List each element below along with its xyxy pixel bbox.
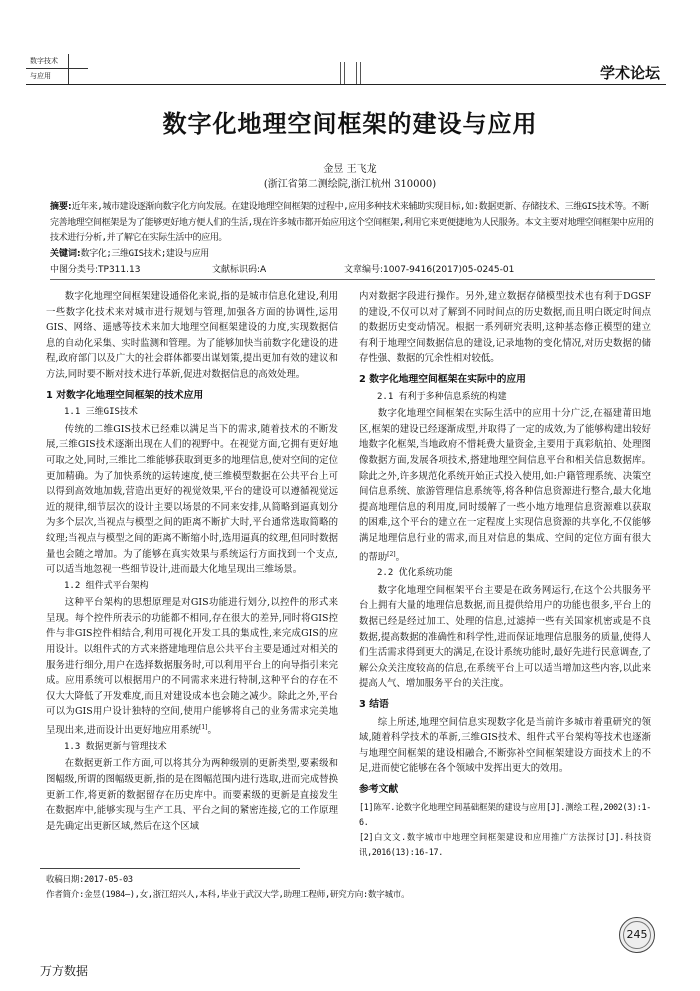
section-1-3-continued: 内对数据字段进行操作。另外,建立数据存储模型技术也有利于DGSF的建设,不仅可以对了解到不同时间点的历史数据,而且明白既定时间点的数据历史变动情况。根据一系列研究表明,这种基态修正模型的建立有利于地理空间数据信息的建设,记录地物的变化情况,对历史数据的储存性强、数据的冗余性相对较低。 xyxy=(359,291,651,365)
clc-number: 中图分类号:TP311.13 xyxy=(50,265,141,275)
section-1-2-paragraph xyxy=(46,595,338,738)
page-number-badge xyxy=(619,917,655,953)
keywords-text: 数字化;三维GIS技术;建设与应用 xyxy=(80,248,209,259)
article-number: 文章编号:1007-9416(2017)05-0245-01 xyxy=(344,265,515,275)
header-divider-bars xyxy=(340,62,360,84)
page-number: 245 xyxy=(626,928,648,941)
abstract xyxy=(50,200,655,262)
abstract-label: 摘要: xyxy=(50,202,72,212)
watermark-text: 万方数据 xyxy=(40,964,89,978)
section-tag: 学术论坛 xyxy=(599,64,660,82)
journal-brand xyxy=(26,54,88,84)
section-1-2-text: 这种平台架构的思想原理是对GIS功能进行划分,以控件的形式来呈现。每个控件所表示的功能都不相同,存在很大的差异,同时将GIS控件与非GIS控件相结合,利用可视化开发工具的集成性,来完成GIS的应用设计。以组件式的方式来搭建地理信息公共平台主要是通过对相关的服务进行细分,用户在选择数据服务时,可以利用平台上的向导指引来完成。应用系统可以根据用户的不同需求来进行特制,这种平台的存在不仅大大降低了开发难度,而且对建设成本也会随之减少。除此之外,平台可以为GIS用户设计独特的空间,使用户能够将自己的业务需求完美地呈现出来,进而设计出更好地应用系统 xyxy=(46,597,338,737)
author-bio: 作者简介:金昱(1984—),女,浙江绍兴人,本科,毕业于武汉大学,助理工程师,研究方向:数字城市。 xyxy=(46,890,410,900)
citation-1[interactable]: [1] xyxy=(198,724,208,732)
received-date: 收稿日期:2017-05-03 xyxy=(46,875,133,885)
abstract-rule xyxy=(50,279,655,280)
intro-paragraph: 数字化地理空间框架建设通俗化来说,指的是城市信息化建设,利用一些数字化技术来对城市进行规划与管理,加强各方面的协调性,运用GIS、网络、遥感等技术来加大地理空间框架建设的力度,实现数据信息的自动化采集、实时监测和管理。为了能够加快当前数字化建设的进程,政府部门以及广大的社会群体都要出谋划策,提出更加有效的建议和方法,同时要不断对技术进行革新,促进对数据信息的高效处理。 xyxy=(46,291,338,380)
section-1-2-heading: 1.2 组件式平台架构 xyxy=(64,580,149,591)
section-1-1-heading: 1.1 三维GIS技术 xyxy=(64,407,138,418)
citation-2[interactable]: [2] xyxy=(387,550,396,558)
references-heading: 参考文献 xyxy=(359,783,399,795)
document-code: 文献标识码:A xyxy=(212,265,267,275)
section-2-2-text: 数字化地理空间框架平台主要是在政务网运行,在这个公共服务平台上拥有大量的地理信息数据,而且提供给用户的功能也很多,平台上的数据已经是经过加工、处理的信息,过滤掉一些有关国家机密或是不良数据,提高数据的准确性和科学性,进而保证地理信息服务的质量,使得人们生活需求得到更大的满足,在设计系统功能时,最好先进行民意调查,了解公众关注度较高的信息,在系统平台上可以适当增加这些内容,以此来提高人气、增加服务平台的关注度。 xyxy=(359,584,651,690)
section-3-heading: 3 结语 xyxy=(359,698,389,710)
section-2-1-heading: 2.1 有利于多种信息系统的构建 xyxy=(377,391,507,402)
article-affiliation: (浙江省第二测绘院,浙江杭州 310000) xyxy=(263,179,437,190)
footnote-rule xyxy=(40,868,300,869)
keywords-label: 关键词: xyxy=(50,248,81,259)
section-1-3-heading: 1.3 数据更新与管理技术 xyxy=(64,741,167,752)
journal-brand-line1: 数字技术 xyxy=(30,57,58,65)
section-2-2-heading: 2.2 优化系统功能 xyxy=(377,568,453,579)
section-1-2-end: 。 xyxy=(207,725,217,737)
section-2-1-paragraph xyxy=(359,406,651,565)
section-2-heading: 2 数字化地理空间框架在实际中的应用 xyxy=(359,373,526,385)
section-2-1-end: 。 xyxy=(395,551,406,563)
section-1-heading: 1 对数字化地理空间框架的技术应用 xyxy=(46,389,204,401)
section-2-1-text: 数字化地理空间框架在实际生活中的应用十分广泛,在福建莆田地区,框架的建设已经逐渐成型,并取得了一定的成效,为了能够构建出较好地数字化框架,当地政府不惜耗费大量资金,主要用于真彩航拍、处理图像数据方面,发展各项技术,搭建地理空间信息平台和相关信息数据库。除此之外,许多规范化系统开始正式投入使用,如:户籍管理系统、决策空间信息系统、旅游管理信息系统等,将各种信息资源进行整合,最大化地提高地理信息的利用度,同时缓解了一些小地方地理信息资源难以获取的困难,这个平台的建立在一定程度上实现信息资源的共享化,不仅能够满足地理信息行业的需求,而且对信息的集成、空间的定位方面有很大的帮助 xyxy=(359,408,651,563)
article-title: 数字化地理空间框架的建设与应用 xyxy=(162,109,538,138)
section-3-text: 综上所述,地理空间信息实现数字化是当前许多城市着重研究的领域,随着科学技术的革新,三维GIS技术、组件式平台架构等技术也逐渐与地理空间框架的建设相融合,不断弥补空间框架建设方面技术上的不足,进而使它能够在各个领域中发挥出更大的效用。 xyxy=(359,716,651,775)
article-authors: 金昱 王飞龙 xyxy=(323,164,377,175)
reference-2: [2]白文文.数字城市中地理空间框架建设和应用推广方法探讨[J].科技资讯,2016(13):16-17. xyxy=(359,831,651,857)
abstract-text: 近年来,城市建设逐渐向数字化方向发展。在建设地理空间框架的过程中,应用多种技术来辅助实现目标,如:数据更新、存储技术、三维GIS技术等。不断完善地理空间框架是为了能够更好地方便人们的生活,现在许多城市都开始应用这个空间框架,利用它来更便捷地为人民服务。本文主要对地理空间框架中应用的技术进行分析,并了解它在实际生活中的应用。 xyxy=(50,202,654,243)
left-column xyxy=(46,289,338,834)
reference-1: [1]陈军.论数字化地理空间基础框架的建设与应用[J].测绘工程,2002(3):1-6. xyxy=(359,801,651,827)
header-rule xyxy=(26,84,666,85)
right-column xyxy=(359,289,651,860)
section-1-3-text: 在数据更新工作方面,可以将其分为两种级别的更新类型,要素级和图幅级,所谓的图幅级更新,指的是在图幅范围内进行选取,进而完成替换更新工作,将更新的数据留存在历史库中。而要素级的更新是直接发生在数据库中,能够实现与生产工具、平台之间的紧密连接,它的工作原理是先确定出更新区域,然后在这个区域 xyxy=(46,758,338,832)
journal-brand-line2: 与应用 xyxy=(30,72,51,80)
section-1-1-text: 传统的二维GIS技术已经难以满足当下的需求,随着技术的不断发展,三维GIS技术逐渐出现在人们的视野中。在视觉方面,它拥有更好地可取之处,同时,三维比二维能够获取到更多的地理信息,使对空间的定位更加精确。为了加快系统的运转速度,使三维模型数据在公共平台上可以得到高效地加载,营造出更好的视觉效果,平台的建设可以遵循视觉远近的规律,细节层次的设计主要以场景的不同来安排,从简略到逼真划分为多个层次,当视点与模型之间的距离不断扩大时,平台通常选取简略的纹理;当视点与模型之间的距离不断缩小时,选用逼真的纹理,但同时数据量也会随之增加。为了能够在真实效果与系统运行方面找到一个支点,可以适当地忽视一些细节设计,进而最大化地呈现出三维场景。 xyxy=(46,423,338,576)
